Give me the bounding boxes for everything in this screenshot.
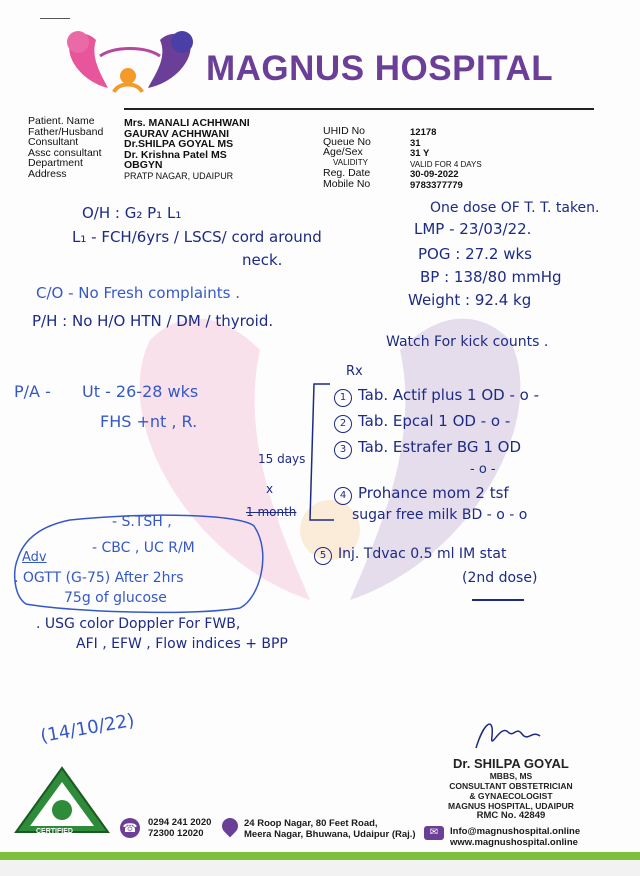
- value-address: PRATP NAGAR, UDAIPUR: [124, 170, 234, 181]
- rx-symbol: Rx: [346, 364, 363, 379]
- usg-advice-line2: AFI , EFW , Flow indices + BPP: [76, 636, 288, 652]
- footer-phone-2: 72300 12020: [148, 828, 204, 839]
- advice-item-cbc: - CBC , UC R/M: [92, 540, 195, 556]
- underline-icon: [470, 596, 526, 604]
- footer-green-band: [0, 852, 640, 860]
- per-abdomen-label: P/A -: [14, 382, 51, 401]
- value-consultant: Dr.SHILPA GOYAL MS: [124, 138, 234, 151]
- doctor-rmc: RMC No. 42849: [476, 810, 546, 821]
- value-mobile: 9783377779: [410, 179, 463, 191]
- label-mobile: Mobile No: [323, 177, 371, 190]
- rx-item-5-cont: (2nd dose): [462, 570, 538, 586]
- rx-item-text: Tab. Epcal 1 OD - o -: [358, 412, 511, 430]
- hospital-logo-icon: [60, 26, 200, 104]
- label-validity: VALIDITY: [333, 157, 368, 167]
- followup-15-days: 15 days: [258, 452, 306, 466]
- doctor-degree: MBBS, MS: [489, 771, 533, 781]
- footer-bottom-strip: [0, 860, 640, 876]
- rx-item-3: [334, 438, 521, 459]
- rx-item-number: 1: [334, 389, 352, 407]
- doctor-hospital: MAGNUS HOSPITAL, UDAIPUR: [448, 801, 574, 811]
- bp-note: BP : 138/80 mmHg: [420, 268, 562, 286]
- patient-info-labels: [28, 116, 103, 180]
- label-consultant: Consultant: [28, 136, 79, 149]
- advice-label: Adv: [22, 550, 47, 565]
- doctor-title-2: & GYNAECOLOGIST: [469, 791, 553, 801]
- followup-1-month: 1 month: [246, 505, 297, 519]
- obstetric-history: O/H : G₂ P₁ L₁: [82, 204, 182, 222]
- advice-item-ogtt: . OGTT (G-75) After 2hrs: [14, 570, 184, 586]
- doctor-title-1: CONSULTANT OBSTETRICIAN: [449, 781, 573, 791]
- footer-address-line2: Meera Nagar, Bhuwana, Udaipur (Raj.): [244, 829, 416, 840]
- footer-phones: [148, 817, 211, 839]
- footer-website: www.magnushospital.online: [450, 837, 578, 848]
- label-age-sex: Age/Sex: [323, 146, 363, 159]
- value-department: OBGYN: [124, 159, 163, 172]
- footer-address-line1: 24 Roop Nagar, 80 Feet Road,: [244, 818, 378, 829]
- rx-item-text: Tab. Estrafer BG 1 OD: [358, 438, 521, 456]
- patient-info-values: [124, 118, 250, 182]
- label-address: Address: [28, 167, 67, 180]
- label-patient-name: Patient. Name: [28, 115, 95, 127]
- followup-cross: x: [266, 482, 274, 496]
- usg-advice-line1: . USG color Doppler For FWB,: [36, 616, 241, 632]
- rx-item-number: 2: [334, 415, 352, 433]
- value-age-sex: 31 Y: [410, 148, 430, 160]
- label-department: Department: [28, 157, 83, 170]
- footer-phone-1: 0294 241 2020: [148, 817, 212, 828]
- tt-dose-note: One dose OF T. T. taken.: [430, 200, 600, 216]
- certification-badge-text: CERTIFIED: [36, 828, 73, 835]
- value-assc-consultant: Dr. Krishna Patel MS: [124, 148, 227, 161]
- corner-mark: [40, 18, 70, 19]
- value-father-husband: GAURAV ACHHWANI: [124, 127, 229, 140]
- rx-item-1: [334, 386, 539, 407]
- footer-address: [244, 818, 416, 840]
- visit-info-labels: [323, 126, 371, 190]
- rx-item-text: Inj. Tdvac 0.5 ml IM stat: [338, 546, 507, 562]
- location-pin-icon: [219, 815, 242, 838]
- uterus-size-note: Ut - 26-28 wks: [82, 382, 199, 401]
- value-patient-name: Mrs. MANALI ACHHWANI: [124, 117, 250, 129]
- rx-item-3-timing: - o -: [470, 462, 496, 477]
- value-validity: VALID FOR 4 DAYS: [410, 159, 482, 169]
- label-assc-consultant: Assc consultant: [28, 146, 102, 159]
- lmp-note: LMP - 23/03/22.: [414, 220, 532, 238]
- pog-note: POG : 27.2 wks: [418, 245, 533, 263]
- rx-item-2: [334, 412, 510, 433]
- footer-contact: [450, 826, 580, 848]
- rx-item-4-cont: sugar free milk BD - o - o: [352, 507, 528, 523]
- previous-delivery-note-cont: neck.: [242, 251, 283, 269]
- doctor-name: Dr. SHILPA GOYAL: [453, 756, 569, 771]
- rx-item-number: 4: [334, 487, 352, 505]
- doctor-signature-block: [448, 756, 574, 821]
- rx-item-text: Prohance mom 2 tsf: [358, 484, 509, 502]
- label-uhid: UHID No: [323, 125, 366, 137]
- visit-info-values: [410, 128, 482, 192]
- label-father-husband: Father/Husband: [28, 125, 104, 138]
- email-icon: ✉: [424, 826, 444, 840]
- advice-item-tsh: - S.TSH ,: [112, 514, 172, 530]
- rx-item-text: Tab. Actif plus 1 OD - o -: [358, 386, 540, 404]
- weight-note: Weight : 92.4 kg: [408, 291, 532, 309]
- advice-item-glucose: 75g of glucose: [64, 590, 167, 606]
- previous-delivery-note: L₁ - FCH/6yrs / LSCS/ cord around: [72, 228, 322, 246]
- label-reg-date: Reg. Date: [323, 167, 371, 180]
- rx-item-number: 5: [314, 547, 332, 565]
- value-uhid: 12178: [410, 127, 437, 138]
- fhs-note: FHS +nt , R.: [100, 412, 198, 431]
- kick-count-note: Watch For kick counts .: [386, 334, 549, 350]
- value-queue: 31: [410, 137, 421, 149]
- header-divider: [124, 108, 594, 110]
- phone-icon: ☎: [120, 818, 140, 838]
- complaints-note: C/O - No Fresh complaints .: [36, 284, 240, 302]
- rx-item-number: 3: [334, 441, 352, 459]
- label-queue: Queue No: [323, 135, 371, 148]
- rx-item-4: [334, 484, 509, 505]
- signature-scribble-icon: [470, 712, 550, 758]
- followup-date: (14/10/22): [38, 709, 136, 748]
- rx-item-5: [314, 546, 506, 565]
- value-reg-date: 30-09-2022: [410, 169, 459, 181]
- footer-email: Info@magnushospital.online: [450, 826, 581, 837]
- past-history-note: P/H : No H/O HTN / DM / thyroid.: [32, 312, 274, 330]
- hospital-name: MAGNUS HOSPITAL: [206, 49, 554, 88]
